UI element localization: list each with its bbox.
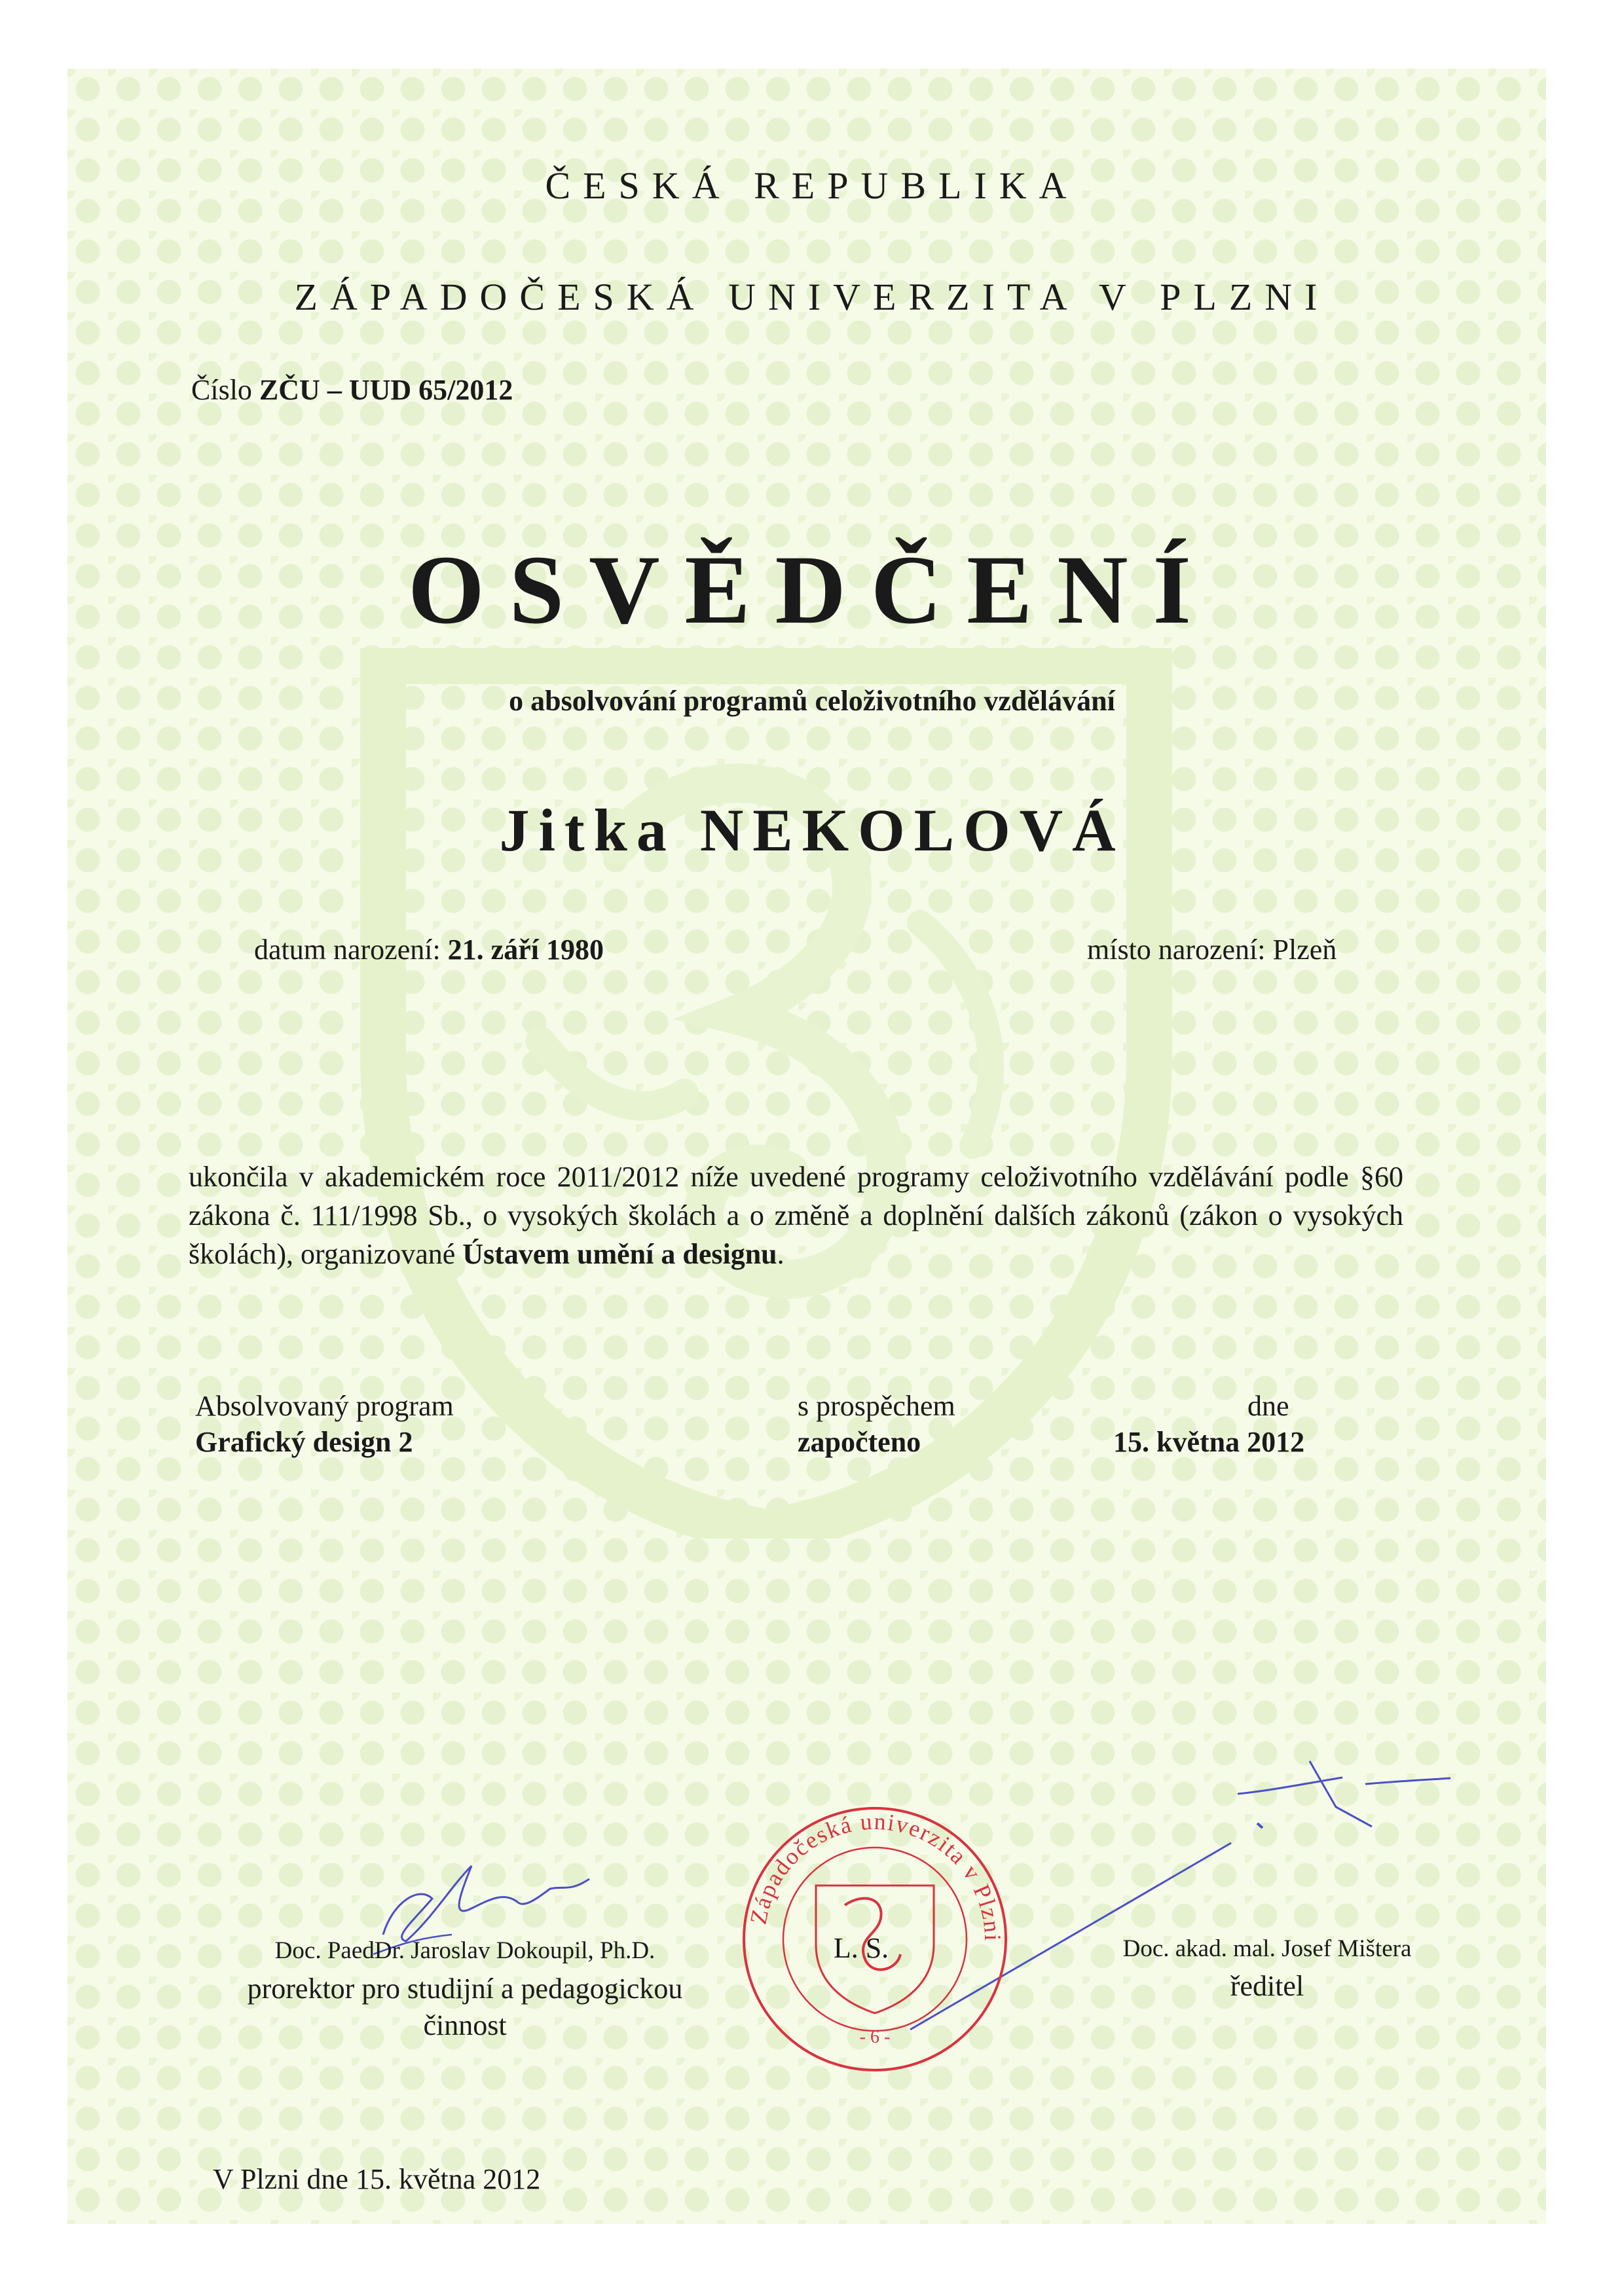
date-value: 15. května 2012	[1113, 1426, 1305, 1458]
place-value: Plzeň	[1272, 934, 1337, 966]
seal-mark: L. S.	[833, 1932, 889, 1964]
right-signatory-role: ředitel	[1230, 1970, 1304, 2002]
birth-value: 21. září 1980	[447, 934, 604, 966]
date-label: dne	[1247, 1390, 1289, 1422]
holder-name: Jitka NEKOLOVÁ	[499, 797, 1125, 864]
left-signatory-role-2: činnost	[423, 2009, 507, 2041]
program-label: Absolvovaný program	[195, 1390, 454, 1422]
place-label: místo narození:	[1087, 934, 1266, 966]
institute-name: Ústavem umění a designu	[462, 1238, 777, 1270]
certificate-subtitle: o absolvování programů celoživotního vzdělávání	[509, 685, 1115, 717]
stamp-text: Západočeská univerzita v Plzni	[745, 1808, 1006, 1942]
left-signatory-name: Doc. PaedDr. Jaroslav Dokoupil, Ph.D.	[274, 1937, 655, 1964]
paragraph-text: ukončila v akademickém roce 2011/2012 níže uvedené programy celoživotního vzdělávání podle §60 zákona č. 111/1998 Sb., o vysokých školách a o změně a doplnění dalších zákonů (zákon o vysokých školách), organizované	[189, 1161, 1403, 1270]
university-heading: ZÁPADOČESKÁ UNIVERZITA V PLZNI	[294, 276, 1330, 318]
country-heading: ČESKÁ REPUBLIKA	[545, 164, 1079, 207]
program-value: Grafický design 2	[195, 1426, 413, 1458]
result-label: s prospěchem	[798, 1390, 955, 1422]
number-prefix: Číslo	[191, 374, 252, 406]
stamp-number: - 6 -	[859, 2027, 891, 2047]
result-value: započteno	[798, 1426, 921, 1458]
paragraph-end: .	[777, 1238, 784, 1270]
left-signatory-role-1: prorektor pro studijní a pedagogickou	[247, 1973, 683, 2005]
issue-place-date: V Plzni dne 15. května 2012	[213, 2163, 541, 2195]
birth-label: datum narození:	[254, 934, 441, 966]
right-signatory-name: Doc. akad. mal. Josef Mištera	[1122, 1935, 1412, 1962]
number-value: ZČU – UUD 65/2012	[259, 374, 513, 406]
certificate-title: OSVĚDČENÍ	[408, 536, 1216, 644]
